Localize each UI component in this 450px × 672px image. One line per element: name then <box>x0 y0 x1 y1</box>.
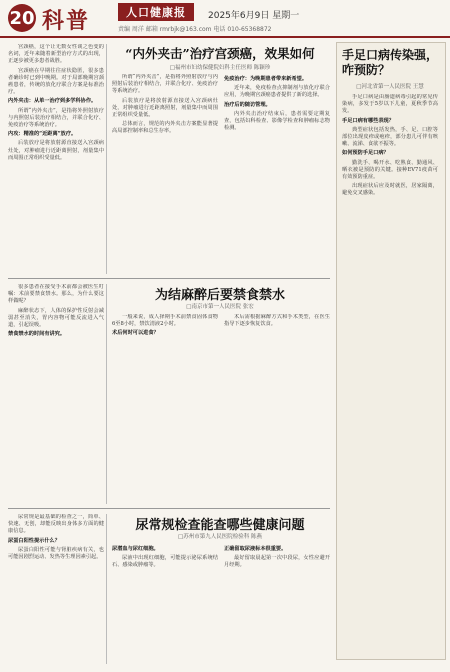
article3-paragraph: 尿蛋白阳性可能与肾脏疾病有关，也可能因剧烈运动、发热等生理因素引起。 <box>8 546 104 561</box>
article3-middle-column <box>112 544 218 664</box>
section-divider <box>8 508 330 509</box>
article2-middle-column <box>112 314 218 504</box>
column-divider <box>106 44 107 274</box>
masthead <box>0 0 450 38</box>
sidebar-paragraph: 出现症状后应及时就医，居家隔离，避免交叉感染。 <box>342 183 438 197</box>
sidebar-headline: 手足口病传染强，咋预防？ <box>342 48 439 77</box>
article3-right-column <box>224 544 330 664</box>
article2-paragraph: 术后需根据麻醉方式和手术类型，在医生指导下逐步恢复饮食。 <box>224 314 330 328</box>
article1-left-column <box>8 44 104 274</box>
article3-paragraph: 最好留取晨起第一次中段尿，女性应避开月经期。 <box>224 555 330 569</box>
article3-headline: 尿常规检查能查哪些健康问题 <box>135 518 305 533</box>
article2-paragraph: 麻醉状态下，人体的保护性反射会减弱甚至消失，胃内容物可能反流进入气道，引起误吸。 <box>8 307 104 329</box>
article1-right-column <box>224 74 330 274</box>
article1-paragraph: 总体而言，规范的内外夹击方案能显著提高局部控制率和总生存率。 <box>112 121 218 135</box>
article1-paragraph: 后装放疗是将放射源直接送入宫颈病灶处，对肿瘤进行近距离照射，剂量集中而周围正常组织受量低。 <box>8 140 104 161</box>
sidebar-byline: □河北省第一人民医院 王慧 <box>356 84 424 90</box>
section-divider <box>8 278 330 279</box>
contact-line: 责编 周洋 邮箱 rmrbjk@163.com 电话 010-65368872 <box>118 26 272 33</box>
sidebar-subhead: 手足口病有哪些表现？ <box>342 117 394 124</box>
article1-paragraph: 后装放疗是将放射源直接送入宫颈病灶处，对肿瘤进行近距离照射，剂量集中而周围正常组织受量低。 <box>112 97 218 119</box>
sidebar-paragraph: 典型症状包括发热，手、足、口腔等部位出现皮疹或疱疹，部分患儿可伴有咳嗽、流涕、食欲不振等。 <box>342 126 438 148</box>
article1-headline: “内外夹击”治疗宫颈癌，效果如何 <box>125 46 315 61</box>
article2-paragraph: 很多患者在接受手术前都会被医生叮嘱：术前要禁食禁水。那么，为什么要这样做呢？ <box>8 284 104 305</box>
article3-left-column <box>8 514 104 664</box>
sidebar-paragraph: 勤洗手、喝开水、吃熟食、勤通风、晒衣被是预防的关键。接种EV71疫苗可有效预防重症。 <box>342 159 438 181</box>
article3-byline: □苏州市第九人民医院检验科 陈燕 <box>178 534 262 540</box>
sidebar-text <box>342 94 438 654</box>
article2-paragraph: 一般来说，成人择期手术前禁食固体食物6至8小时，禁饮清液2小时。 <box>112 314 218 328</box>
article3-paragraph: 尿液中出现红细胞，可能提示泌尿系统结石、感染或肿瘤等。 <box>112 555 218 569</box>
article2-headline: 为结麻醉后要禁食禁水 <box>154 288 285 303</box>
page-number: 20 <box>8 4 36 32</box>
article1-paragraph: 宫颈癌在早期往往症状隐匿，很多患者确诊时已到中晚期。对于局部晚期宫颈癌患者，传统的放化疗联合方案是标准治疗。 <box>8 67 104 96</box>
dateline: 2025年6月9日 星期一 <box>208 11 300 21</box>
article1-paragraph: 宫颈癌，这个让无数女性谈之色变的名词，近年来随着新型治疗方式的出现，正逐步被更多患者战胜。 <box>8 44 104 65</box>
sidebar-paragraph: 手足口病是由肠道病毒引起的常见传染病，多发于5岁以下儿童，夏秋季节高发。 <box>342 94 438 115</box>
article2-left-column <box>8 284 104 504</box>
article1-paragraph: 所谓“内外夹击”，是指将外照射放疗与内照射后装治疗相结合，并联合化疗、免疫治疗等系统治疗。 <box>112 74 218 95</box>
newspaper-logo: 人口健康报 <box>118 3 194 21</box>
article2-right-column <box>224 314 330 504</box>
article3-subhead: 尿潜血与尿红细胞。 <box>112 546 159 552</box>
column-divider <box>106 284 107 504</box>
article1-paragraph: 内外夹击治疗结束后，患者需要定期复查，包括妇科检查、影像学检查和肿瘤标志物检测。 <box>224 110 330 132</box>
column-divider <box>106 514 107 664</box>
sidebar-subhead: 如何预防手足口病？ <box>342 150 389 157</box>
article2-subhead: 术后何时可以进食？ <box>112 330 159 337</box>
article3-paragraph: 尿常规是最基础的检查之一，简单、快速、无创，却能反映出身体多方面的健康信息。 <box>8 514 104 535</box>
article1-byline: □福州市妇幼保健院妇科主任医师 陈颖珍 <box>169 65 271 71</box>
article2-byline: □南京市第一人民医院 张宏 <box>186 304 254 310</box>
section-title: 科普 <box>42 8 91 34</box>
article1-subhead: 治疗后的随访管理。 <box>224 101 271 108</box>
article1-paragraph: 近年来，免疫检查点抑制剂与放化疗联合应用，为晚期宫颈癌患者提供了新的选择。 <box>224 85 330 99</box>
article1-middle-column <box>112 74 218 274</box>
article2-subhead: 禁食禁水的时间有讲究。 <box>8 331 66 338</box>
article3-subhead: 尿蛋白阳性提示什么？ <box>8 537 60 544</box>
article1-subhead: 内外夹击：从单一治疗到多学科协作。 <box>8 98 97 105</box>
masthead-rule <box>0 36 450 38</box>
article1-subhead: 内攻：精准的“近距离”放疗。 <box>8 131 77 138</box>
article3-subhead: 正确留取尿液标本很重要。 <box>224 546 287 552</box>
article1-subhead: 免疫治疗：为晚期患者带来新希望。 <box>224 76 308 82</box>
article1-paragraph: 所谓“内外夹击”，是指将外照射放疗与内照射后装治疗相结合，并联合化疗、免疫治疗等系统治疗。 <box>8 107 104 129</box>
